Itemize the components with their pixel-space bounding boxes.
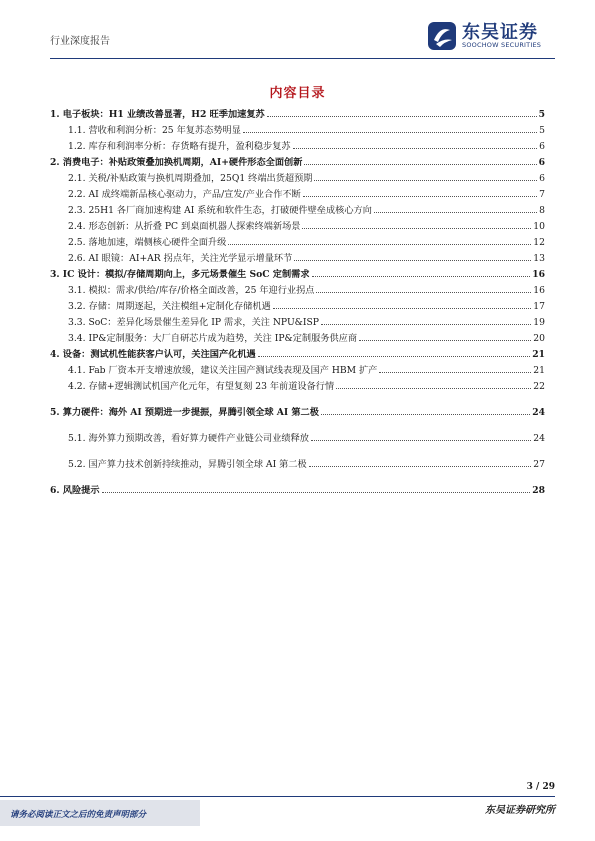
toc-entry[interactable]: [50, 136, 545, 152]
toc-entry-page: 27: [533, 459, 545, 470]
toc-entry[interactable]: [50, 376, 545, 392]
toc-leader-dots: [316, 292, 531, 293]
toc-entry-page: 6: [539, 141, 545, 152]
toc-entry-page: 6: [538, 157, 545, 168]
table-of-contents: [50, 104, 545, 496]
toc-leader-dots: [311, 440, 531, 441]
toc-entry[interactable]: [50, 232, 545, 248]
toc-entry[interactable]: [50, 264, 545, 280]
toc-entry-page: 13: [533, 253, 545, 264]
toc-entry-label: 3.1. 模拟：需求/供给/库存/价格全面改善，25 年迎行业拐点: [68, 285, 315, 296]
toc-entry-label: 2.6. AI 眼镜：AI+AR 拐点年，关注光学显示增量环节: [68, 253, 293, 264]
toc-entry-label: 4.2. 存储+逻辑测试机国产化元年，有望复刻 23 年前道设备行情: [68, 381, 335, 392]
toc-entry-label: 1. 电子板块：H1 业绩改善显著，H2 旺季加速复苏: [50, 109, 265, 120]
toc-leader-dots: [243, 132, 537, 133]
toc-leader-dots: [309, 466, 532, 467]
toc-leader-dots: [303, 196, 537, 197]
footer-divider: [0, 796, 555, 797]
toc-entry-page: 5: [539, 125, 545, 136]
institute-name: 东吴证券研究所: [485, 805, 555, 816]
toc-entry[interactable]: [50, 470, 545, 496]
toc-entry[interactable]: [50, 216, 545, 232]
toc-entry-page: 10: [533, 221, 545, 232]
toc-leader-dots: [302, 228, 531, 229]
toc-leader-dots: [321, 414, 530, 415]
toc-entry[interactable]: [50, 152, 545, 168]
toc-entry-label: 1.2. 库存和利润率分析：存货略有提升，盈利稳步复苏: [68, 141, 291, 152]
toc-entry[interactable]: [50, 392, 545, 418]
toc-entry[interactable]: [50, 200, 545, 216]
toc-leader-dots: [267, 116, 537, 117]
toc-entry-page: 8: [539, 205, 545, 216]
toc-leader-dots: [304, 164, 536, 165]
toc-entry-label: 2.3. 25H1 各厂商加速构建 AI 系统和软件生态，打破硬件壁垒成核心方向: [68, 205, 372, 216]
disclaimer-text: 请务必阅读正文之后的免责声明部分: [10, 810, 147, 820]
toc-entry-label: 5.1. 海外算力预期改善，看好算力硬件产业链公司业绩释放: [68, 433, 309, 444]
toc-entry-label: 4.1. Fab 厂资本开支增速放缓，建议关注国产测试线表现及国产 HBM 扩产: [68, 365, 378, 376]
toc-entry-label: 2. 消费电子：补贴政策叠加换机周期，AI+硬件形态全面创新: [50, 157, 303, 168]
logo-en-text: SOOCHOW SECURITIES: [462, 41, 542, 49]
toc-leader-dots: [258, 356, 530, 357]
toc-leader-dots: [336, 388, 531, 389]
toc-entry-page: 20: [533, 333, 545, 344]
toc-entry-label: 4. 设备：测试机性能获客户认可，关注国产化机遇: [50, 349, 256, 360]
toc-leader-dots: [312, 276, 531, 277]
toc-entry-page: 17: [533, 301, 545, 312]
toc-entry-label: 1.1. 营收和利润分析：25 年复苏态势明显: [68, 125, 241, 136]
toc-entry-page: 24: [532, 407, 545, 418]
toc-entry-page: 22: [533, 381, 545, 392]
page-number: 3 / 29: [526, 782, 555, 792]
toc-entry-label: 2.1. 关税/补贴政策与换机周期叠加，25Q1 终端出货超预期: [68, 173, 313, 184]
company-logo: [426, 18, 556, 54]
toc-leader-dots: [273, 308, 532, 309]
toc-entry-label: 2.5. 落地加速，端侧核心硬件全面升级: [68, 237, 227, 248]
toc-entry-page: 6: [539, 173, 545, 184]
report-type-label: 行业深度报告: [50, 36, 110, 47]
toc-entry-page: 16: [532, 269, 545, 280]
toc-leader-dots: [321, 324, 531, 325]
toc-entry-page: 19: [533, 317, 545, 328]
header-divider: [50, 58, 555, 59]
toc-entry-page: 28: [532, 485, 545, 496]
toc-entry[interactable]: [50, 344, 545, 360]
toc-entry-page: 21: [533, 365, 545, 376]
toc-entry[interactable]: [50, 328, 545, 344]
toc-entry-label: 6. 风险提示: [50, 485, 100, 496]
toc-leader-dots: [359, 340, 531, 341]
toc-entry[interactable]: [50, 120, 545, 136]
toc-leader-dots: [379, 372, 531, 373]
toc-entry-page: 12: [533, 237, 545, 248]
toc-leader-dots: [314, 180, 537, 181]
toc-entry[interactable]: [50, 444, 545, 470]
toc-entry[interactable]: [50, 168, 545, 184]
toc-leader-dots: [228, 244, 531, 245]
toc-entry-label: 3.4. IP&定制服务：大厂自研芯片成为趋势，关注 IP&定制服务供应商: [68, 333, 358, 344]
toc-entry-label: 3. IC 设计：模拟/存储周期向上，多元场景催生 SoC 定制需求: [50, 269, 310, 280]
toc-leader-dots: [374, 212, 537, 213]
toc-entry[interactable]: [50, 248, 545, 264]
toc-entry-label: 5.2. 国产算力技术创新持续推动，昇腾引领全球 AI 第二极: [68, 459, 307, 470]
logo-cn-text: 东吴证券: [462, 22, 538, 43]
toc-entry[interactable]: [50, 296, 545, 312]
toc-entry[interactable]: [50, 360, 545, 376]
logo-mark-icon: [426, 20, 458, 52]
toc-leader-dots: [102, 492, 531, 493]
toc-entry[interactable]: [50, 312, 545, 328]
toc-entry[interactable]: [50, 280, 545, 296]
toc-entry-page: 16: [533, 285, 545, 296]
toc-entry-label: 2.2. AI 成终端新品核心驱动力，产品/宣发/产业合作不断: [68, 189, 301, 200]
toc-entry[interactable]: [50, 418, 545, 444]
toc-entry-label: 5. 算力硬件：海外 AI 预期进一步提振，昇腾引领全球 AI 第二极: [50, 407, 319, 418]
toc-leader-dots: [293, 148, 538, 149]
toc-entry-label: 3.3. SoC：差异化场景催生差异化 IP 需求，关注 NPU&ISP: [68, 317, 319, 328]
toc-entry-label: 2.4. 形态创新：从折叠 PC 到桌面机器人探索终端新场景: [68, 221, 301, 232]
toc-entry[interactable]: [50, 104, 545, 120]
toc-entry[interactable]: [50, 184, 545, 200]
toc-entry-page: 21: [532, 349, 545, 360]
toc-entry-page: 24: [533, 433, 545, 444]
toc-leader-dots: [294, 260, 531, 261]
toc-entry-page: 7: [539, 189, 545, 200]
toc-entry-page: 5: [538, 109, 545, 120]
toc-title: 内容目录: [269, 86, 326, 101]
toc-entry-label: 3.2. 存储：周期逐起，关注模组+定制化存储机遇: [68, 301, 271, 312]
